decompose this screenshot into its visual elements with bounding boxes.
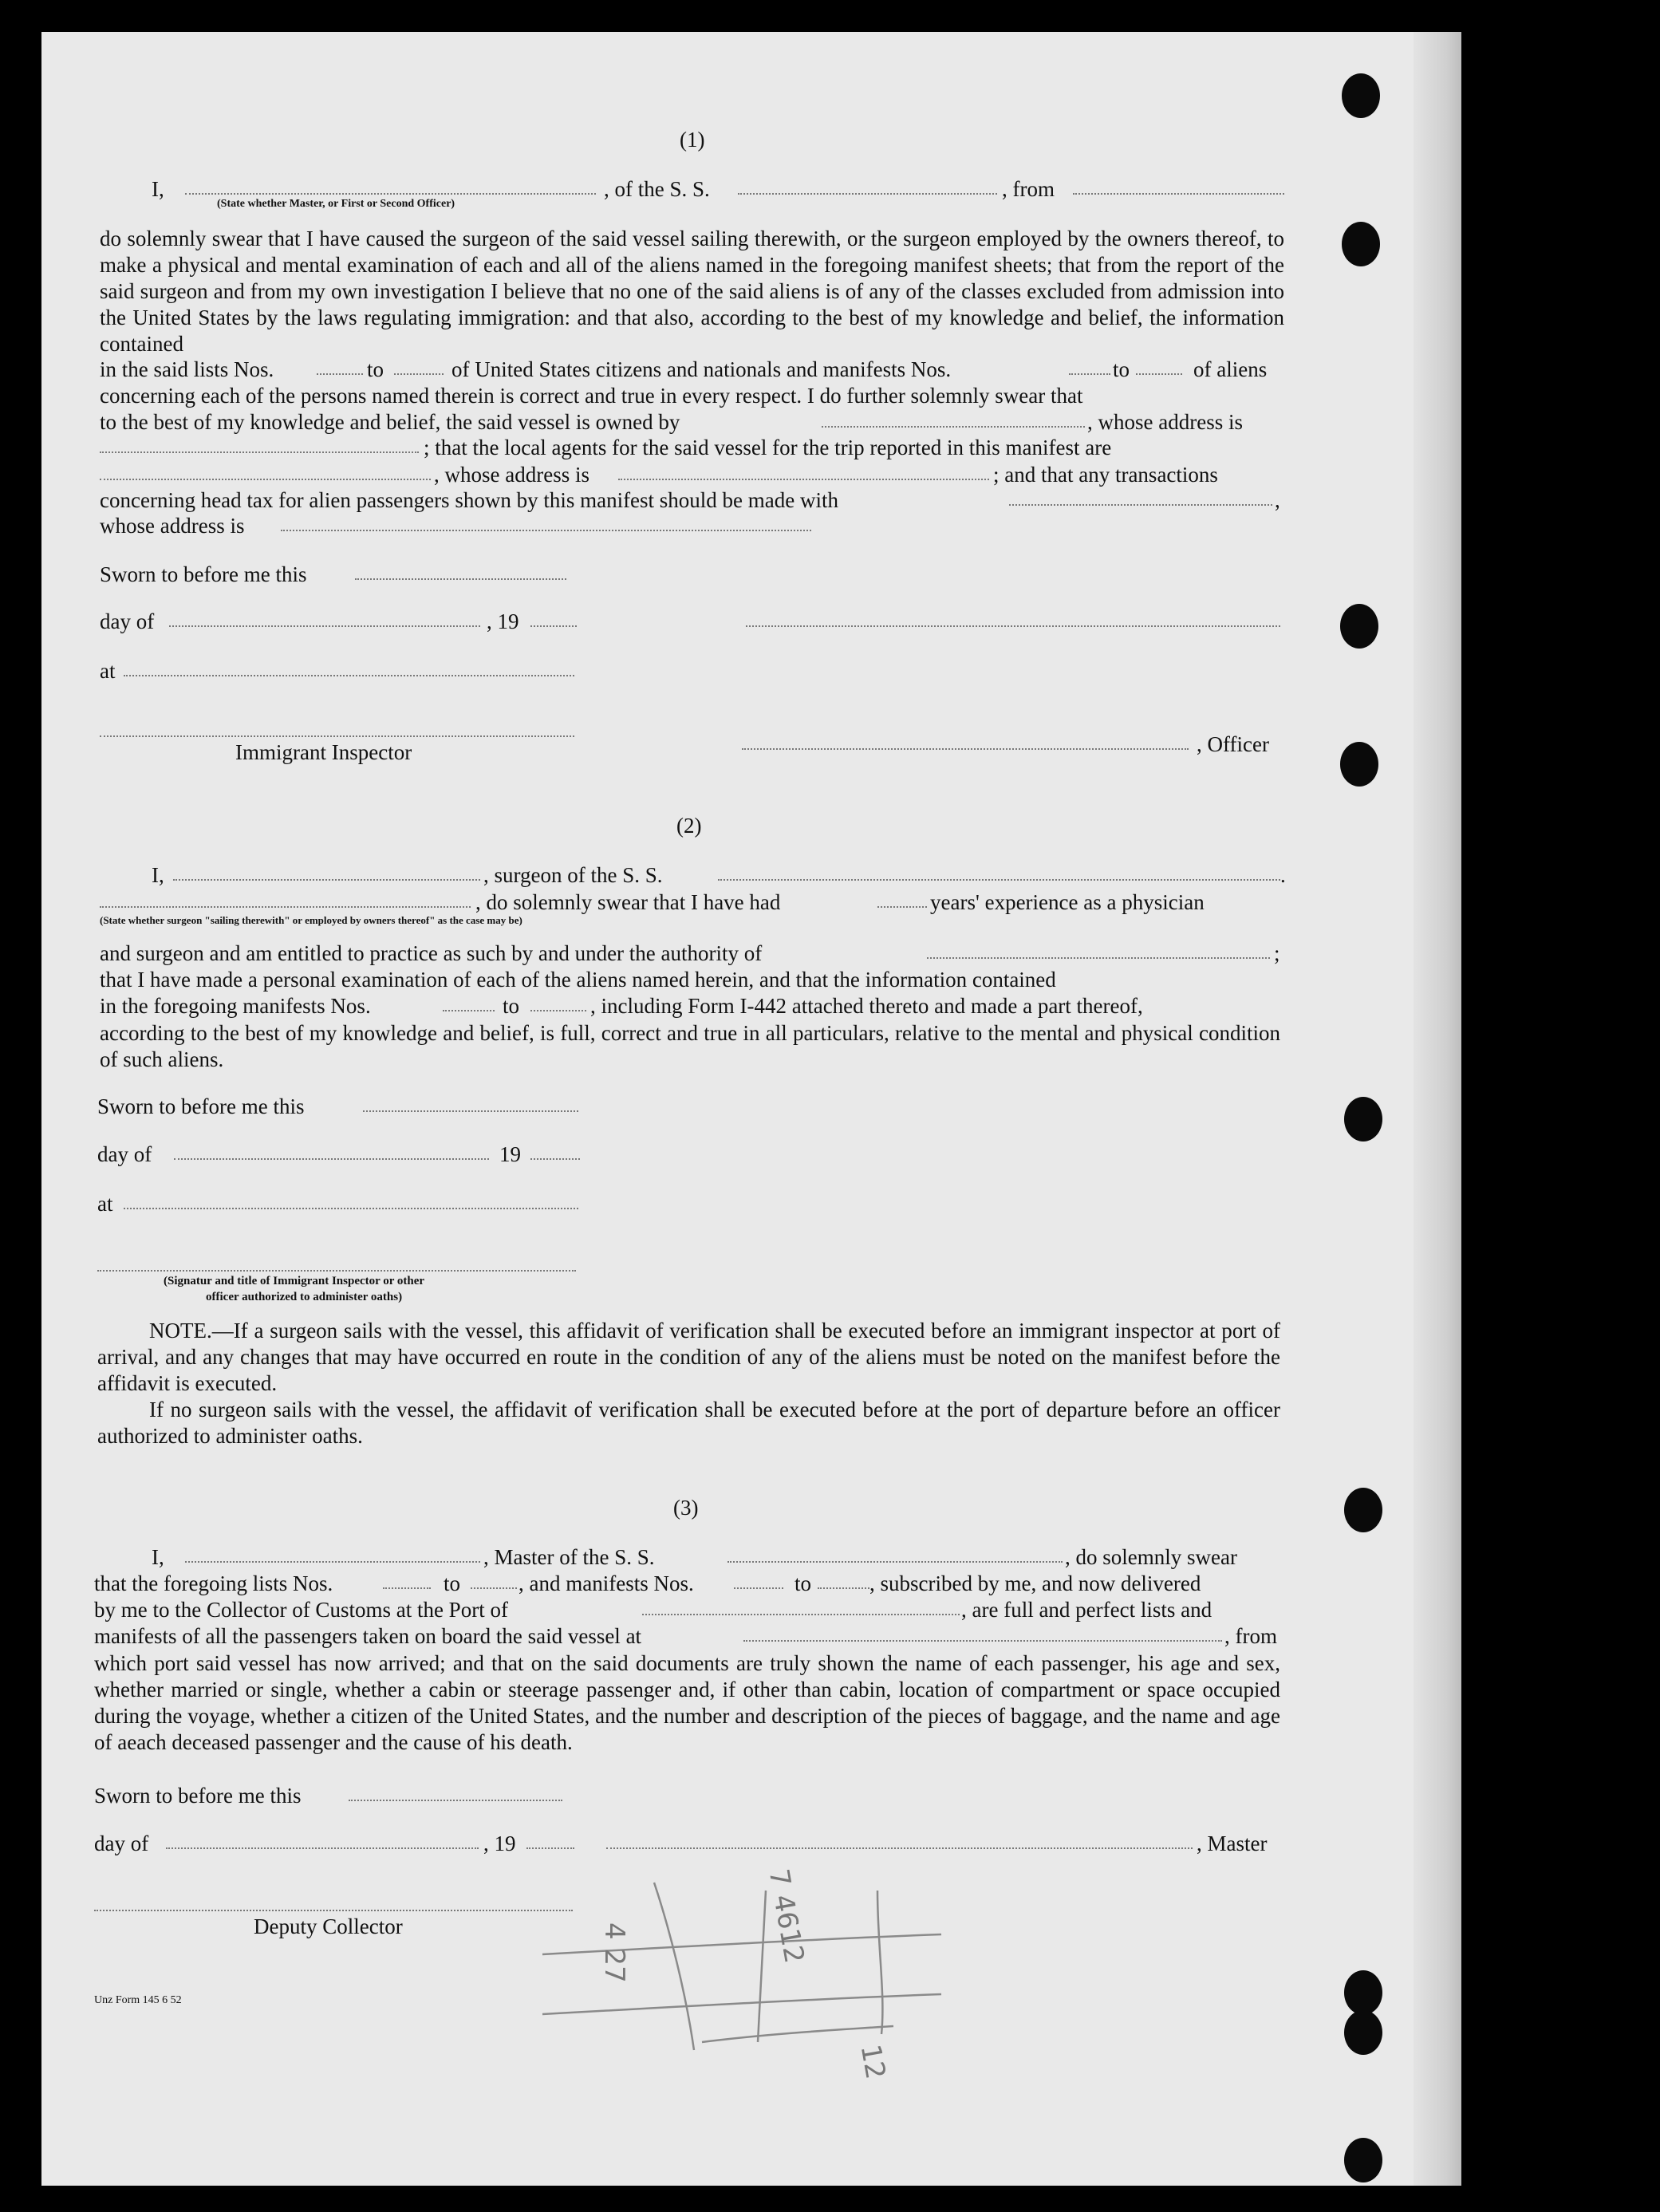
text: to (503, 994, 520, 1018)
text: Deputy Collector (254, 1914, 403, 1938)
blank (530, 1158, 580, 1160)
text: that the foregoing lists Nos. (94, 1571, 333, 1595)
text: , Master of the S. S. (483, 1545, 655, 1569)
text: day of (97, 1142, 152, 1166)
blank-officer-title (185, 193, 596, 195)
text: , Officer (1197, 732, 1269, 756)
text: years' experience as a physician (930, 890, 1205, 914)
blank (734, 1587, 783, 1589)
signature-line (100, 735, 574, 737)
blank-from (1073, 193, 1284, 195)
text: to (444, 1571, 461, 1595)
text: that I have made a personal examination of each of the aliens named herein, and that the information contained (100, 968, 1056, 992)
text: and surgeon and am entitled to practice as such by and under the authority of (100, 941, 763, 965)
blank-years (877, 906, 927, 908)
blank-master-name (185, 1561, 480, 1563)
text: by me to the Collector of Customs at the Port of (94, 1598, 508, 1622)
text: concerning head tax for alien passengers shown by this manifest should be made with (100, 488, 839, 512)
text: , Master (1197, 1832, 1268, 1855)
blank-vessel (718, 879, 1280, 881)
text: in the foregoing manifests Nos. (100, 994, 371, 1018)
text: , from (1002, 177, 1055, 201)
form-number: Unz Form 145 6 52 (94, 1994, 182, 2006)
blank (355, 578, 566, 580)
handwritten-number: 4 27 (598, 1922, 630, 1983)
text: concerning each of the persons named therein is correct and true in every respect. I do further solemnly swear that (100, 384, 1083, 408)
paragraph: which port said vessel has now arrived; and that on the said documents are truly shown the name of each passenger, his age and sex, whether married or single, whether a cabin or steerage passenger and, if other than cabin, location of compartment or space occupied during the voyage, whether a citizen of the United States, and the number and description of the pieces of baggage, and the name and age of aeach deceased passenger and the cause of his death. (94, 1651, 1280, 1754)
text: day of (94, 1832, 149, 1855)
paragraph: according to the best of my knowledge and belief, is full, correct and true in all particulars, relative to the mental and physical condition of such aliens. (100, 1021, 1280, 1071)
text: , 19 (483, 1832, 516, 1855)
punch-hole (1344, 2010, 1382, 2055)
blank-owner (822, 426, 1085, 428)
text: Sworn to before me this (100, 562, 307, 586)
text: to the best of my knowledge and belief, the said vessel is owned by (100, 410, 680, 434)
blank (818, 1587, 869, 1589)
punch-hole (1342, 222, 1380, 266)
text: , of the S. S. (604, 177, 710, 201)
field-note: (Signatur and title of Immigrant Inspector or other (164, 1275, 425, 1287)
blank (166, 1847, 479, 1849)
text: , subscribed by me, and now delivered (869, 1571, 1201, 1595)
blank-vessel (727, 1561, 1063, 1563)
punch-hole (1344, 1488, 1382, 1532)
blank-head-tax (1009, 504, 1272, 506)
text: , do solemnly swear that I have had (475, 890, 781, 914)
text: at (97, 1192, 113, 1216)
punch-hole (1344, 2138, 1382, 2182)
text: Sworn to before me this (97, 1094, 305, 1118)
text: Sworn to before me this (94, 1784, 302, 1808)
blank-agent-address (618, 479, 989, 480)
punch-hole (1344, 1097, 1382, 1141)
page-edge (1414, 32, 1461, 2186)
text: , 19 (487, 609, 519, 633)
blank (174, 1158, 489, 1160)
text: ; (1274, 941, 1280, 965)
text: manifests of all the passengers taken on board the said vessel at (94, 1624, 642, 1648)
blank (349, 1800, 562, 1801)
text: , (1275, 488, 1280, 512)
blank (317, 373, 363, 375)
blank (1136, 373, 1182, 375)
text: to (367, 357, 384, 381)
text: to (1113, 357, 1130, 381)
text: ; that the local agents for the said vessel for the trip reported in this manifest are (424, 436, 1112, 459)
blank (169, 625, 480, 627)
blank (383, 1587, 431, 1589)
text: , are full and perfect lists and (961, 1598, 1212, 1622)
blank (471, 1587, 517, 1589)
blank (530, 625, 577, 627)
punch-hole (1344, 1970, 1382, 2015)
paragraph: do solemnly swear that I have caused the surgeon of the said vessel sailing therewith, or the surgeon employed by the owners thereof, to make a physical and mental examination of each and all of the aliens named in the foregoing manifest sheets; that from the report of the said surgeon and from my own investigation I believe that no one of the said aliens is of any of the classes excluded from admission into the United States by the laws regulating immigration: and that also, according to the best of my knowledge and belief, the information contained (100, 227, 1284, 356)
blank (394, 373, 444, 375)
blank (1069, 373, 1110, 375)
handwritten-number: 12 (854, 2042, 892, 2082)
signature-line (742, 748, 1189, 750)
text: Immigrant Inspector (235, 740, 412, 764)
handwritten-number: 7 4612 (762, 1867, 810, 1966)
text: I, (152, 177, 164, 201)
blank (443, 1010, 495, 1011)
text: I, (152, 1545, 164, 1569)
text: at (100, 659, 116, 683)
blank-surgeon-name (173, 879, 480, 881)
blank-head-tax-address (281, 530, 811, 531)
field-note: (State whether surgeon "sailing therewith" or employed by owners thereof" as the case may be) (100, 914, 522, 926)
pencil-marks (526, 1835, 973, 2122)
text: day of (100, 609, 155, 633)
field-note: officer authorized to administer oaths) (206, 1291, 403, 1303)
text: 19 (499, 1142, 521, 1166)
text: , from (1224, 1624, 1277, 1648)
text: , whose address is (434, 463, 589, 487)
text: whose address is (100, 514, 245, 538)
blank (124, 1208, 578, 1209)
text: of aliens (1193, 357, 1268, 381)
text: , and manifests Nos. (519, 1571, 694, 1595)
text: , including Form I-442 attached thereto and made a part thereof, (590, 994, 1143, 1018)
text: , surgeon of the S. S. (483, 863, 663, 887)
signature-line (746, 625, 1280, 627)
text: ; and that any transactions (993, 463, 1218, 487)
text: to (795, 1571, 812, 1595)
blank-vessel (738, 193, 997, 195)
note-paragraph: If no surgeon sails with the vessel, the affidavit of verification shall be executed before at the port of departure before an officer authorized to administer oaths. (97, 1398, 1280, 1448)
punch-hole (1340, 742, 1378, 787)
punch-hole (1342, 73, 1380, 118)
signature-line (97, 1270, 576, 1272)
blank (124, 675, 574, 676)
text: of United States citizens and nationals and manifests Nos. (451, 357, 952, 381)
text: . (1280, 863, 1286, 887)
section-3-number: (3) (673, 1496, 699, 1520)
blank-owner-address (100, 451, 419, 453)
signature-line (94, 1910, 573, 1911)
section-1-number: (1) (680, 128, 705, 152)
blank-port-of-departure (743, 1640, 1222, 1642)
text: I, (152, 863, 164, 887)
blank-agents (100, 479, 431, 480)
punch-hole (1340, 604, 1378, 649)
blank-authority (927, 957, 1270, 959)
text: , whose address is (1087, 410, 1243, 434)
blank (363, 1110, 578, 1112)
blank-port (642, 1614, 960, 1615)
field-note: (State whether Master, or First or Second Officer) (217, 198, 455, 210)
text: in the said lists Nos. (100, 357, 274, 381)
text: , do solemnly swear (1065, 1545, 1237, 1569)
section-2-number: (2) (676, 814, 702, 838)
note-paragraph: NOTE.—If a surgeon sails with the vessel, this affidavit of verification shall be executed before an immigrant inspector at port of arrival, and any changes that may have occurred en route in the condition of any of the aliens must be noted on the manifest before the affidavit is executed. (97, 1319, 1280, 1395)
blank-surgeon-status (100, 906, 471, 908)
blank (530, 1010, 586, 1011)
